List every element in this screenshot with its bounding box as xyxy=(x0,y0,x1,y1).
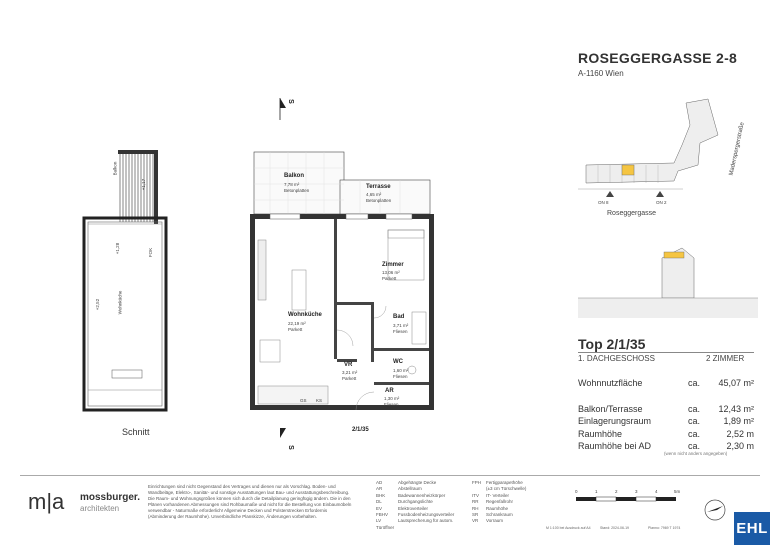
room-wc-floor: Fliesen xyxy=(393,374,408,379)
room-zimmer-area: 13,06 m² xyxy=(382,270,400,275)
legend-row: DL Durchgangslichte xyxy=(376,499,433,505)
section-marker-bottom: S xyxy=(286,445,294,450)
north-arrow-icon xyxy=(703,498,727,522)
logo-name: mossburger. xyxy=(80,492,141,503)
legend-row: ITV IT- Verteiler xyxy=(472,492,510,498)
scale-tick: 4 xyxy=(655,489,658,494)
legend-row: AD Abgehängte Decke xyxy=(376,480,437,485)
area-ca: ca. xyxy=(688,441,701,451)
area-ca: ca. xyxy=(688,416,701,426)
section-marker-top: S xyxy=(286,99,294,104)
scale-tick: 2 xyxy=(615,489,618,494)
room-wohnkueche-area: 22,19 m² xyxy=(288,321,306,326)
area-value: 1,89 m² xyxy=(723,416,754,426)
room-wc-area: 1,60 m² xyxy=(393,368,409,373)
scale-tick: 0 xyxy=(575,489,578,494)
plan-number: Planno: 7969 T 1974 xyxy=(648,526,681,530)
print-note: M 1:100 bei Ausdruck auf A4 xyxy=(546,526,591,530)
site-street-bottom: Roseggergasse xyxy=(607,210,657,217)
site-map xyxy=(578,95,758,215)
area-ca: ca. xyxy=(688,429,701,439)
room-vr-floor: Parkett xyxy=(342,376,357,381)
disclaimer-text: Einrichtungen sind nicht Gegenstand des Vertrages und dienen nur als Vorschlag. Boden- und Wandbeläge, Elektro-, Sanitär- und sonstige Ausstattungen laut Bau- und Ausstattungsbeschreibung. Die Raum- und Wohnungsgrößen können sich durch die Detailplanung geringfügig ändern. Die in den Plänen vorhandenen Abmessungen sind Rohbaumaße und nicht für die Bestellung von Einbaumöbeln verwendbar - Naturmaße erforderlich! Allgemeine Decken und Polsterstrecken Erfordernis (Abminderung der Raumhöhe). Unverbindliche Planskizze, Änderungen vorbehalten. xyxy=(148,484,352,519)
room-terrasse-area: 4,65 m² xyxy=(366,192,382,197)
floor-plan xyxy=(236,90,456,440)
area-ca: ca. xyxy=(688,378,701,388)
area-value: 2,30 m xyxy=(726,441,754,451)
area-label: Einlagerungsraum xyxy=(578,416,652,426)
room-ar-name: AR xyxy=(385,388,394,394)
legend-row: EV Elektroverteiler xyxy=(376,505,429,511)
legend-row: RR Regenfallrohr xyxy=(472,499,514,505)
room-balkon-name: Balkon xyxy=(284,173,305,179)
area-label: Raumhöhe bei AD xyxy=(578,441,652,451)
project-address: A-1160 Wien xyxy=(578,69,624,78)
room-wc-name: WC xyxy=(393,359,403,365)
date-note: Stand: 2024-06-19 xyxy=(600,526,629,530)
room-bad-name: Bad xyxy=(393,314,405,320)
legend-a xyxy=(376,480,466,531)
area-value: 2,52 m xyxy=(726,429,754,439)
section-height-3: +2,52 xyxy=(95,298,101,311)
room-ar-area: 1,30 m² xyxy=(384,396,400,401)
legend-row: RH Raumhöhe xyxy=(472,505,509,511)
legend-row: FBHV Fussbodenheizungsverteiler xyxy=(376,512,455,518)
areas-note: (wenn nicht anders angegeben) xyxy=(664,451,728,456)
room-bad-floor: Fliesen xyxy=(393,329,408,334)
room-vr-area: 3,21 m² xyxy=(342,370,358,375)
unit-rooms: 2 ZIMMER xyxy=(706,354,745,363)
project-title: ROSEGGERGASSE 2-8 xyxy=(578,50,738,66)
legend-row: FPH Fertigparapethöhe xyxy=(472,480,523,485)
symbol-ks: KS xyxy=(316,398,323,403)
section-label-wohnkueche: Wohnküche xyxy=(117,290,123,315)
room-zimmer-name: Zimmer xyxy=(382,262,404,268)
area-value: 12,43 m² xyxy=(718,404,754,414)
room-wohnkueche-name: Wohnküche xyxy=(288,312,322,318)
section-fok: FOK xyxy=(148,247,154,258)
site-entry-left: ON 8 xyxy=(598,200,609,205)
section-label-balkon: Balkon xyxy=(112,161,118,176)
scale-tick: 3 xyxy=(635,489,638,494)
site-street-right: Maderspergerstraße xyxy=(728,121,746,177)
scale-tick: 1 xyxy=(595,489,598,494)
section-height-2: +1,28 xyxy=(115,242,121,255)
legend-row: LV Lautsprecherung für autom. Türöffner xyxy=(376,518,454,530)
section-title: Schnitt xyxy=(122,427,150,437)
section-height-1: +1,17 xyxy=(141,178,147,191)
room-balkon-area: 7,78 m² xyxy=(284,182,300,187)
room-vr-name: VR xyxy=(344,362,353,368)
room-terrasse-name: Terrasse xyxy=(366,184,391,190)
building-section-diagram xyxy=(578,238,758,318)
area-label: Wohnnutzfläche xyxy=(578,378,643,388)
unit-divider xyxy=(578,352,754,353)
section-drawing xyxy=(50,140,190,420)
legend-row: VR Vorraum xyxy=(472,518,504,524)
room-terrasse-floor: Betonplatten xyxy=(366,198,392,203)
room-zimmer-floor: Parkett xyxy=(382,276,397,281)
room-wohnkueche-floor: Parkett xyxy=(288,327,303,332)
legend-row: SR Schrankraum xyxy=(472,512,513,518)
unit-marker: 2/1/35 xyxy=(352,427,369,433)
room-balkon-floor: Betonplatten xyxy=(284,188,310,193)
scale-bar xyxy=(574,495,684,505)
room-bad-area: 3,71 m² xyxy=(393,323,409,328)
site-entry-right: ON 2 xyxy=(656,200,667,205)
unit-floor: 1. DACHGESCHOSS xyxy=(578,354,655,363)
logo-subtitle: architekten xyxy=(80,504,120,513)
area-ca: ca. xyxy=(688,404,701,414)
legend-row: (±3 cm Türschwelle) xyxy=(486,486,527,492)
legend-b xyxy=(472,480,544,525)
legend-row: BHK Badewannenheizkörper xyxy=(376,492,446,498)
area-value: 45,07 m² xyxy=(718,378,754,388)
unit-code: Top 2/1/35 xyxy=(578,336,646,352)
logo-mark: m|a xyxy=(28,489,65,514)
room-ar-floor: Fliesen xyxy=(384,402,399,407)
area-label: Raumhöhe xyxy=(578,429,623,439)
symbol-gs: GS xyxy=(300,398,307,403)
scale-tick: 5m xyxy=(674,489,681,494)
legend-row: AR Abstellraum xyxy=(376,486,422,492)
footer-divider xyxy=(20,475,760,476)
area-label: Balkon/Terrasse xyxy=(578,404,643,414)
ehl-logo: EHL xyxy=(734,512,770,545)
